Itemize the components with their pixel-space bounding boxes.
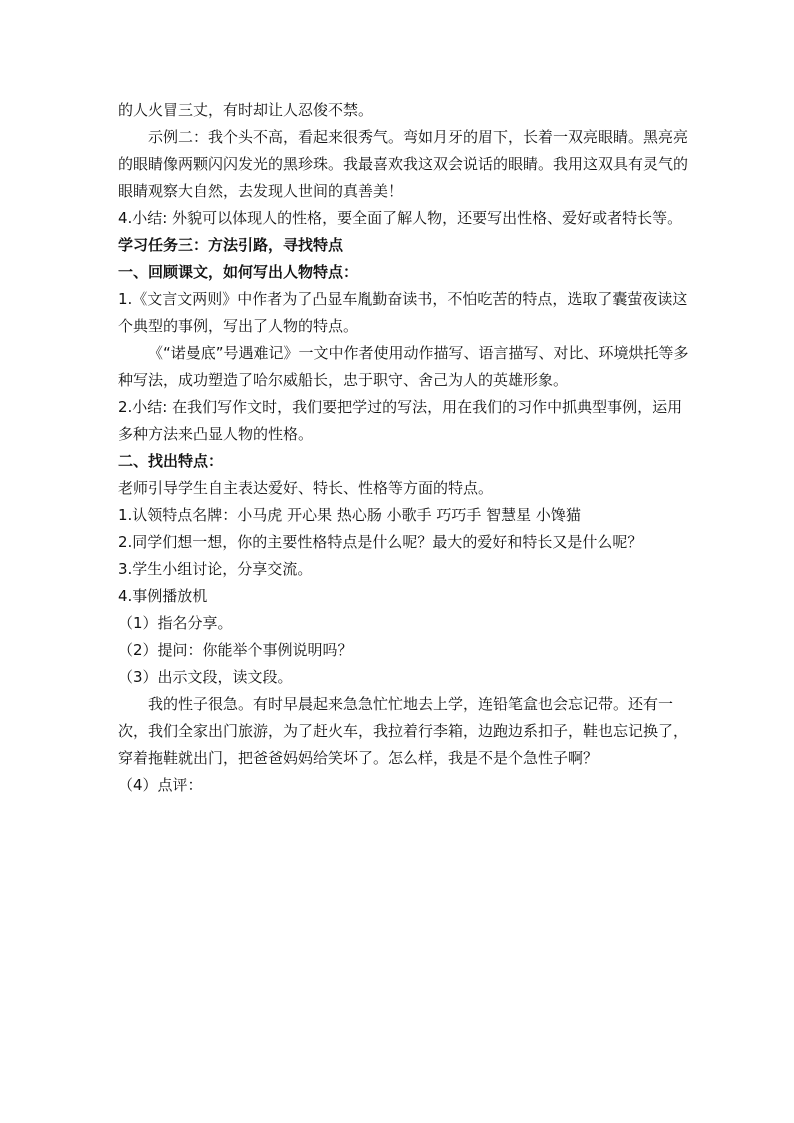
paragraph-continuation: 的人火冒三丈，有时却让人忍俊不禁。 <box>118 101 374 119</box>
subheading-find-traits: 二、找出特点： <box>118 452 224 470</box>
paragraph-normandy-text: 《“诺曼底”号遇难记》一文中作者使用动作描写、语言描写、对比、环境烘托等多种写法，成功塑造了哈尔威船长，忠于职守、舍己为人的英雄形象。 <box>118 344 689 389</box>
paragraph-think-question: 2.同学们想一想，你的主要性格特点是什么呢？最大的爱好和特长又是什么呢？ <box>118 533 643 551</box>
section-heading-task-three: 学习任务三：方法引路，寻找特点 <box>118 236 344 254</box>
list-item-comment: （4）点评： <box>118 776 203 794</box>
list-item-question: （2）提问：你能举个事例说明吗？ <box>118 641 353 659</box>
paragraph-summary-appearance: 4.小结: 外貌可以体现人的性格，要全面了解人物，还要写出性格、爱好或者特长等。 <box>118 209 683 227</box>
paragraph-sample-passage: 我的性子很急。有时早晨起来急急忙忙地去上学，连铅笔盒也会忘记带。还有一次，我们全家出门旅游，为了赶火车，我拉着行李箱，边跑边系扣子，鞋也忘记换了，穿着拖鞋就出门，把爸爸妈妈给笑坏了。怎么样，我是不是个急性子啊？ <box>118 695 689 767</box>
paragraph-group-discussion: 3.学生小组讨论，分享交流。 <box>118 560 313 578</box>
document-body <box>118 97 690 799</box>
list-item-share: （1）指名分享。 <box>118 614 233 632</box>
paragraph-example-two: 示例二：我个头不高，看起来很秀气。弯如月牙的眉下，长着一双亮眼睛。黑亮亮的眼睛像两颗闪闪发光的黑珍珠。我最喜欢我这双会说话的眼睛。我用这双具有灵气的眼睛观察大自然，去发现人世间的真善美！ <box>118 128 689 200</box>
subheading-review-text: 一、回顾课文，如何写出人物特点： <box>118 263 359 281</box>
paragraph-trait-badges: 1.认领特点名牌：小马虎 开心果 热心肠 小歌手 巧巧手 智慧星 小馋猫 <box>118 506 581 524</box>
paragraph-summary-writing: 2.小结: 在我们写作文时，我们要把学过的写法，用在我们的习作中抓典型事例，运用多种方法来凸显人物的性格。 <box>118 398 683 443</box>
list-item-read-passage: （3）出示文段，读文段。 <box>118 668 293 686</box>
paragraph-example-player: 4.事例播放机 <box>118 587 208 605</box>
paragraph-teacher-guidance: 老师引导学生自主表达爱好、特长、性格等方面的特点。 <box>118 479 494 497</box>
paragraph-classical-text: 1.《文言文两则》中作者为了凸显车胤勤奋读书，不怕吃苦的特点，选取了囊萤夜读这个典型的事例，写出了人物的特点。 <box>118 290 688 335</box>
